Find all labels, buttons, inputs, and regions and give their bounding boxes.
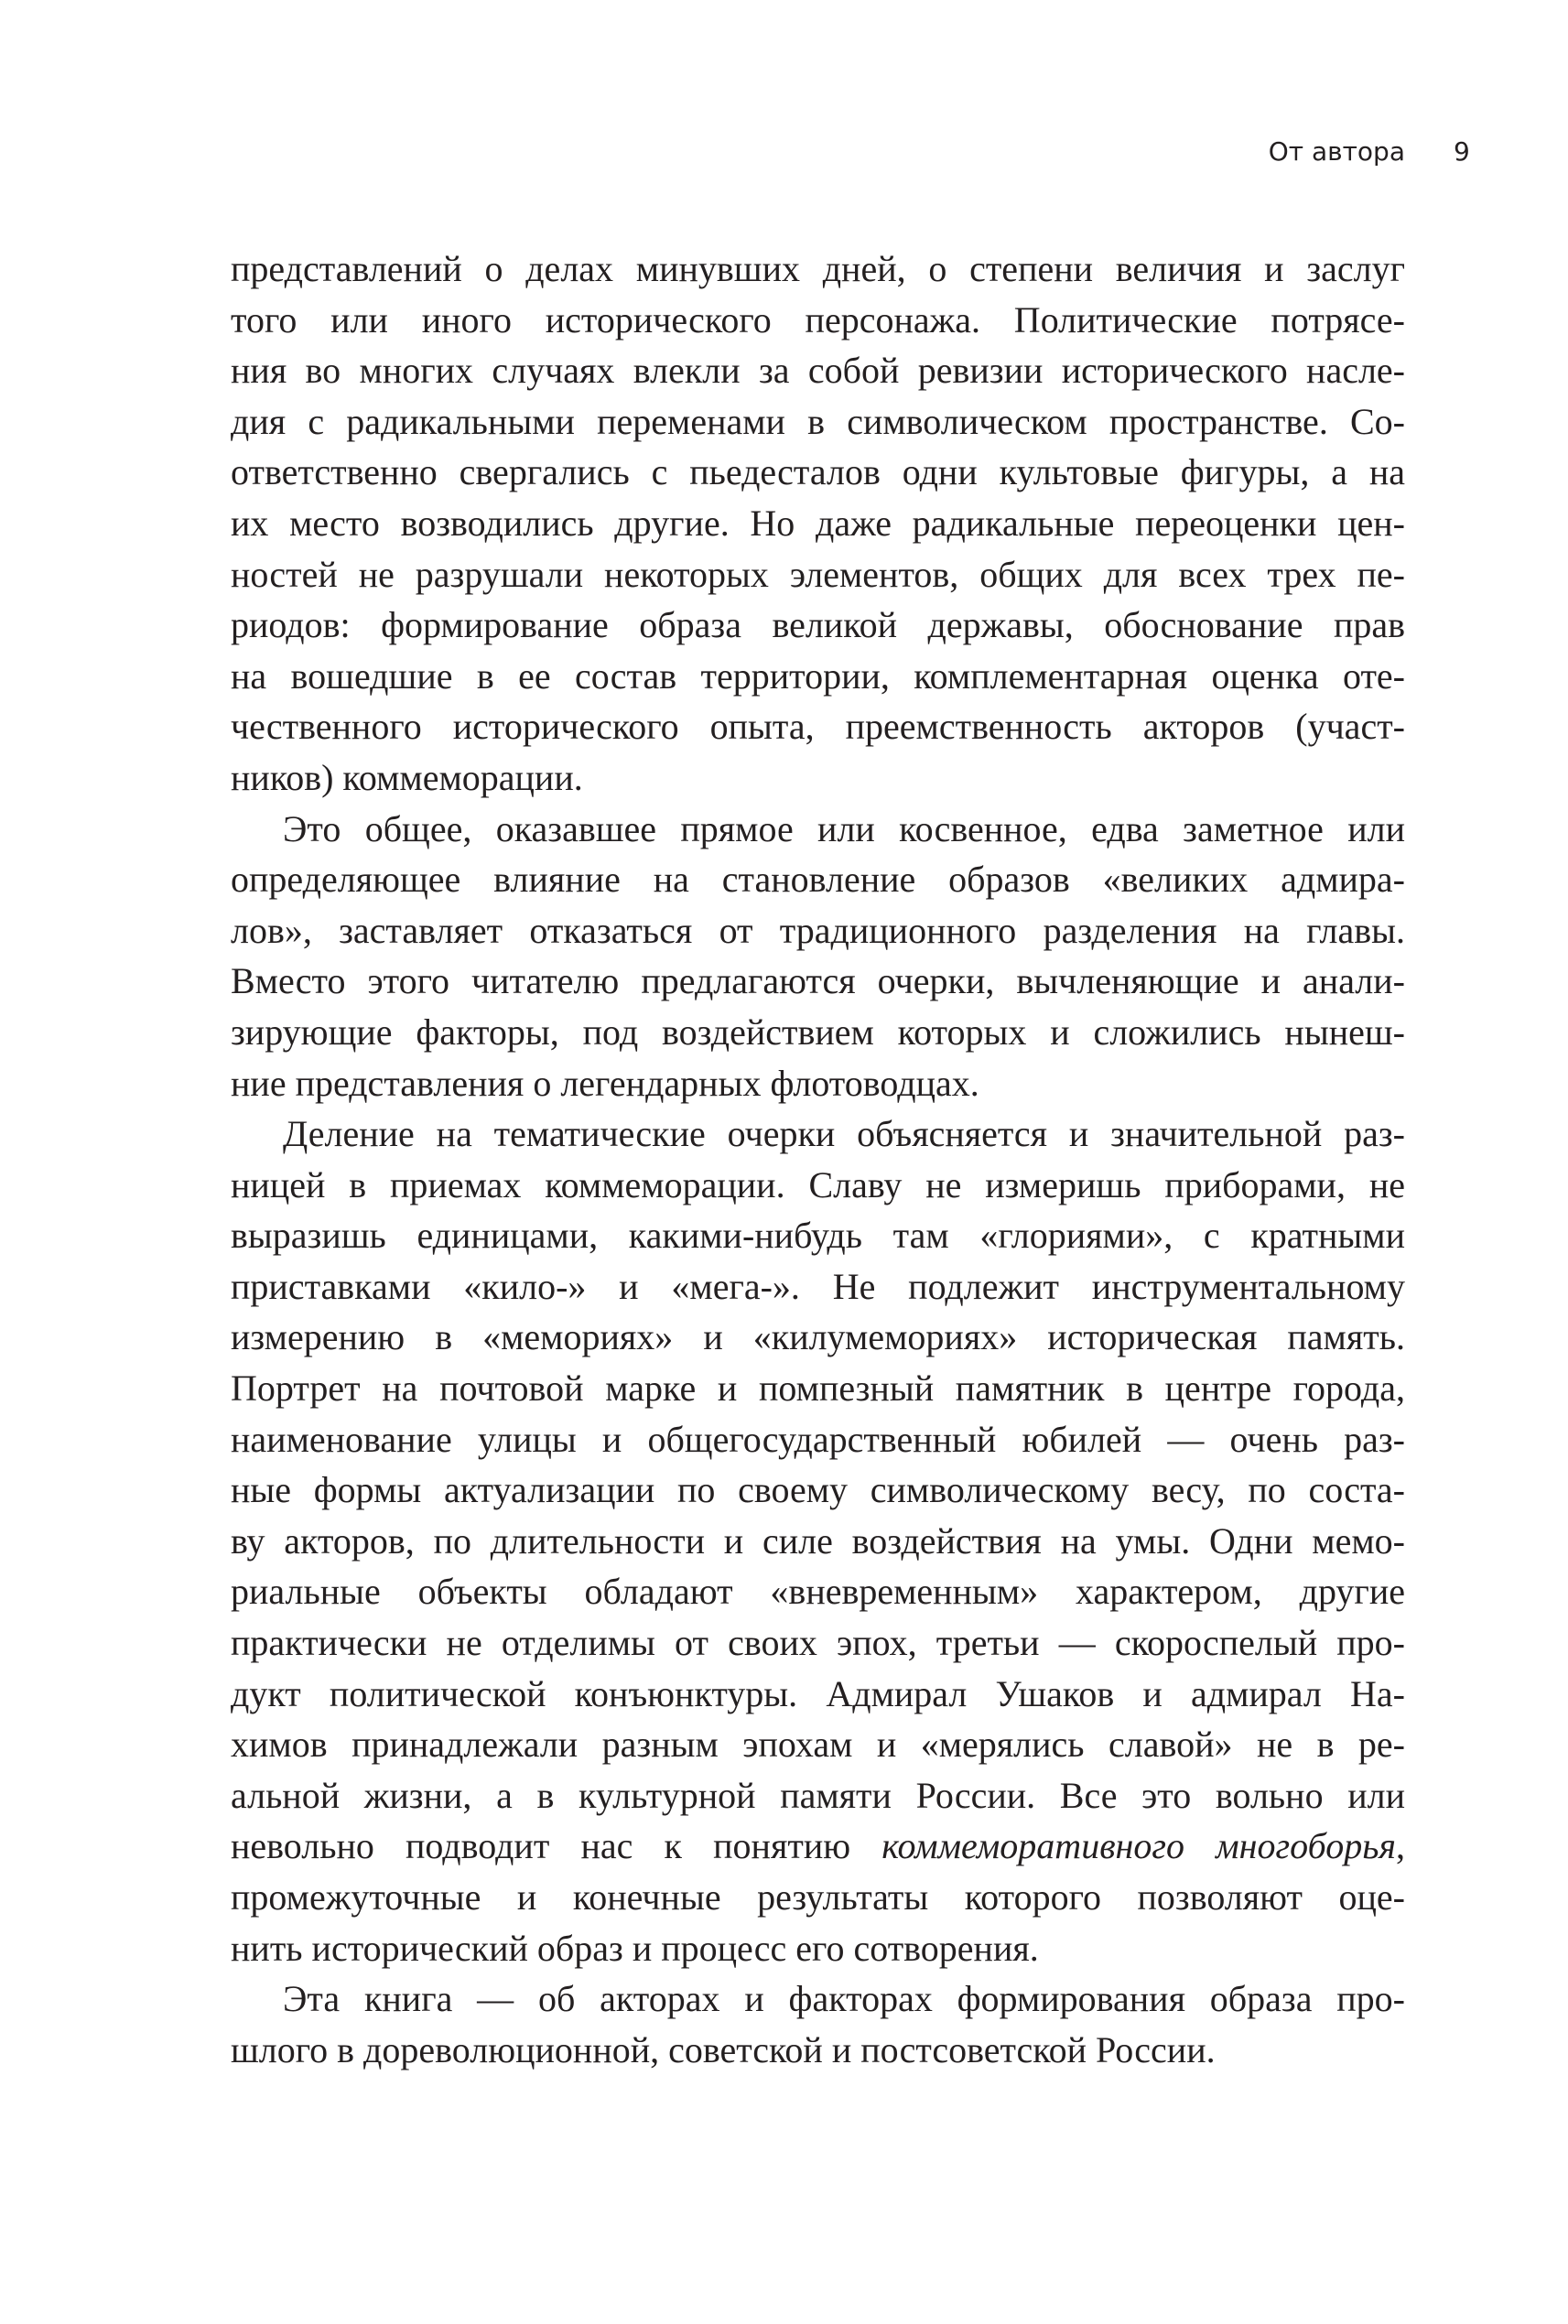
text-line: промежуточные и конечные результаты которого позволяют оце- <box>231 1876 1405 1918</box>
text-segment: невольно подводит нас к понятию <box>231 1825 882 1867</box>
text-line: Деление на тематические очерки объясняется и значительной раз- <box>283 1113 1405 1155</box>
text-line: приставками «кило-» и «мега-». Не подлежит инструментальному <box>231 1265 1405 1307</box>
running-header <box>0 133 1568 178</box>
text-line: альной жизни, а в культурной памяти России. Все это вольно или <box>231 1774 1405 1816</box>
text-line: Это общее, оказавшее прямое или косвенное, едва заметное или <box>283 807 1405 849</box>
text-line: ников) коммеморации. <box>231 756 583 798</box>
text-line: ние представления о легендарных флотоводцах. <box>231 1062 979 1104</box>
text-line: риодов: формирование образа великой державы, обоснование прав <box>231 604 1405 646</box>
text-line: лов», заставляет отказаться от традиционного разделения на главы. <box>231 909 1405 951</box>
text-line: ния во многих случаях влекли за собой ревизии исторического насле- <box>231 350 1405 392</box>
text-line: ностей не разрушали некоторых элементов, общих для всех трех пе- <box>231 553 1405 595</box>
text-line: того или иного исторического персонажа. Политические потрясе- <box>231 298 1405 340</box>
text-line: представлений о делах минувших дней, о степени величия и заслуг <box>231 248 1405 289</box>
text-line: выразишь единицами, какими-нибудь там «глориями», с кратными <box>231 1215 1405 1257</box>
text-line: определяющее влияние на становление образов «великих адмира- <box>231 859 1405 901</box>
page-number: 9 <box>1454 136 1470 167</box>
body-text <box>231 243 1405 2075</box>
text-line: дукт политической конъюнктуры. Адмирал Ушаков и адмирал На- <box>231 1672 1405 1714</box>
text-line: ницей в приемах коммеморации. Славу не измеришь приборами, не <box>231 1163 1405 1205</box>
text-line: Эта книга — об акторах и факторах формирования образа про- <box>283 1978 1405 2020</box>
text-line: измерению в «мемориях» и «килумемориях» историческая память. <box>231 1316 1405 1358</box>
text-line: ответственно свергались с пьедесталов одни культовые фигуры, а на <box>231 451 1405 493</box>
text-line <box>231 1821 1405 1872</box>
text-line: практически не отделимы от своих эпох, третьи — скороспелый про- <box>231 1622 1405 1664</box>
text-line: ные формы актуализации по своему символическому весу, по соста- <box>231 1469 1405 1511</box>
text-segment: , <box>1396 1825 1405 1867</box>
italic-term: коммеморативного многоборья <box>881 1825 1396 1867</box>
text-line: на вошедшие в ее состав территории, комплементарная оценка оте- <box>231 654 1405 697</box>
running-title: От автора <box>1268 136 1405 167</box>
text-line: зирующие факторы, под воздействием которых и сложились нынеш- <box>231 1011 1405 1053</box>
text-line: Вместо этого читателю предлагаются очерки, вычленяющие и анали- <box>231 960 1405 1002</box>
text-line: нить исторический образ и процесс его сотворения. <box>231 1927 1039 1969</box>
text-line: шлого в дореволюционной, советской и постсоветской России. <box>231 2028 1216 2070</box>
text-line: дия с радикальными переменами в символическом пространстве. Со- <box>231 400 1405 442</box>
text-line: их место возводились другие. Но даже радикальные переоценки цен- <box>231 502 1405 544</box>
text-line: наименование улицы и общегосударственный юбилей — очень раз- <box>231 1418 1405 1460</box>
text-line: Портрет на почтовой марке и помпезный памятник в центре города, <box>231 1367 1405 1410</box>
text-line: химов принадлежали разным эпохам и «мерялись славой» не в ре- <box>231 1724 1405 1766</box>
text-line: риальные объекты обладают «вневременным» характером, другие <box>231 1571 1405 1613</box>
text-line: ву акторов, по длительности и силе воздействия на умы. Одни мемо- <box>231 1519 1405 1562</box>
text-line: чественного исторического опыта, преемственность акторов (участ- <box>231 706 1405 748</box>
